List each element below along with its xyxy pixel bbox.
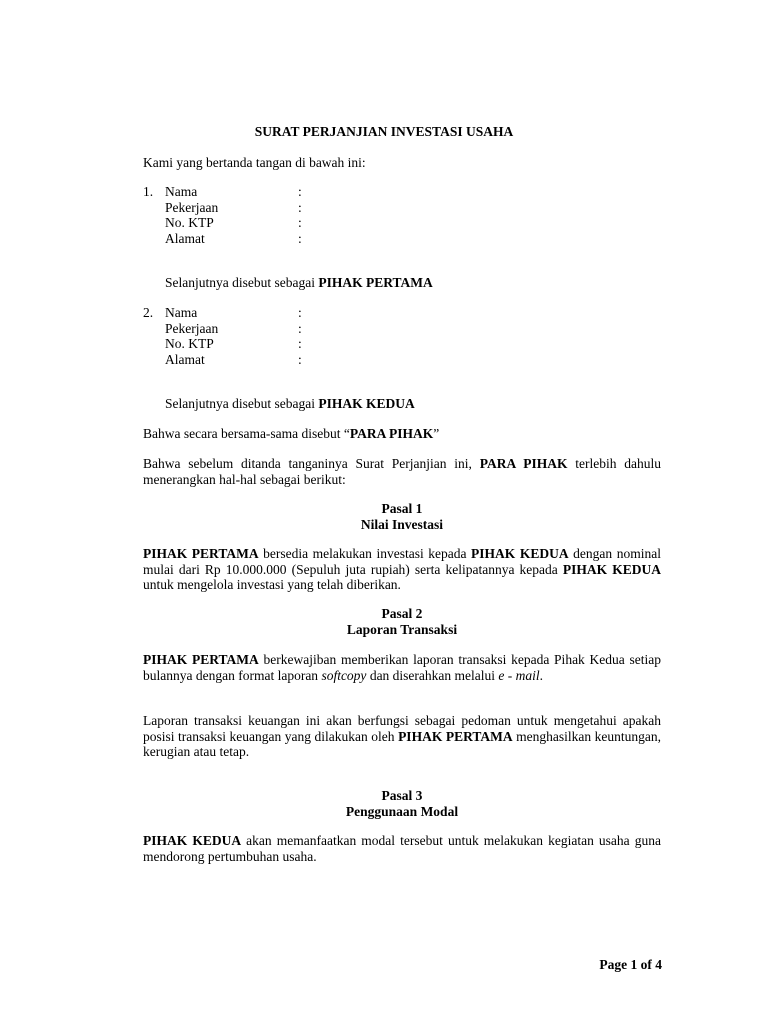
page-footer [599, 957, 662, 973]
pasal-1-paragraph [143, 546, 661, 593]
party-1-address-row [165, 231, 465, 247]
pasal-1-subheading: Nilai Investasi [360, 516, 444, 532]
page-total: 4 [655, 957, 662, 972]
designation-role: PIHAK PERTAMA [318, 275, 433, 290]
text: dengan nominal mulai dari Rp 10.000.000 (Sepuluh juta rupiah) serta kelipatannya kepada [143, 546, 661, 577]
italic-text: softcopy [321, 667, 367, 683]
text: berkewajiban memberikan laporan transaksi kepada Pihak Kedua setiap bulannya dengan format laporan [143, 652, 661, 683]
pasal-3-paragraph [143, 833, 661, 864]
preamble-paragraph [143, 456, 661, 487]
party-2-ktp-row [165, 336, 465, 352]
together-suffix: ” [433, 426, 440, 441]
pasal-1-heading: Pasal 1 [381, 501, 423, 516]
designation-text: Selanjutnya disebut sebagai [165, 275, 319, 290]
field-separator: : [298, 351, 302, 367]
pasal-2-paragraph-2 [143, 713, 661, 760]
field-label: Alamat [165, 351, 205, 367]
text: bersedia melakukan investasi kepada [258, 546, 472, 561]
designation-role: PIHAK KEDUA [318, 396, 415, 411]
text: untuk mengelola investasi yang telah diberikan. [143, 577, 401, 592]
field-label: No. KTP [165, 336, 214, 351]
term: PIHAK PERTAMA [398, 728, 513, 744]
field-separator: : [298, 320, 302, 336]
together-prefix: Bahwa secara bersama-sama disebut “ [143, 426, 350, 441]
opening-statement: Kami yang bertanda tangan di bawah ini: [143, 155, 366, 170]
footer-mid: of [637, 957, 656, 972]
party-2-designation [165, 396, 415, 412]
field-separator: : [298, 230, 302, 246]
term: PIHAK KEDUA [143, 833, 242, 848]
page-number: 1 [630, 957, 638, 972]
term: PIHAK PERTAMA [143, 546, 259, 561]
term: PIHAK KEDUA [471, 546, 569, 561]
pasal-2-paragraph-1 [143, 652, 661, 683]
together-statement [143, 426, 661, 442]
preamble-prefix: Bahwa sebelum ditanda tanganinya Surat Perjanjian ini, [143, 456, 480, 471]
party-1-ktp-row [165, 215, 465, 231]
party-number: 1. [143, 184, 154, 199]
field-label: Nama [165, 305, 198, 320]
text: menghasilkan keuntungan, kerugian atau tetap. [143, 728, 661, 759]
party-1-job-row [165, 200, 465, 216]
document-title: SURAT PERJANJIAN INVESTASI USAHA [254, 124, 514, 139]
party-1-designation [165, 275, 433, 291]
party-2-address-row [165, 352, 465, 368]
pasal-3-heading: Pasal 3 [381, 788, 423, 803]
pasal-2-subheading: Laporan Transaksi [346, 621, 458, 637]
text: . [539, 667, 544, 683]
preamble-term: PARA PIHAK [479, 456, 568, 471]
field-separator: : [298, 199, 302, 215]
text: Laporan transaksi keuangan ini akan berfungsi sebagai pedoman untuk mengetahui apakah posisi transaksi keuangan yang dilakukan oleh [143, 713, 661, 744]
italic-text: e - mail [498, 667, 540, 683]
party-1-name-row [165, 184, 465, 200]
together-term: PARA PIHAK [349, 426, 434, 441]
field-label: Pekerjaan [165, 199, 219, 215]
field-label: Pekerjaan [165, 320, 219, 336]
field-label: No. KTP [165, 215, 214, 230]
preamble-suffix: terlebih dahulu menerangkan hal-hal sebagai berikut: [143, 456, 662, 487]
field-separator: : [298, 305, 302, 320]
party-2-job-row [165, 321, 465, 337]
party-2-name-row [165, 305, 465, 321]
pasal-2-heading: Pasal 2 [381, 606, 423, 621]
text: akan memanfaatkan modal tersebut untuk melakukan kegiatan usaha guna mendorong pertumbuhan usaha. [143, 833, 661, 864]
text: dan diserahkan melalui [366, 667, 499, 683]
term: PIHAK PERTAMA [143, 652, 259, 667]
field-label: Nama [165, 184, 198, 199]
designation-text: Selanjutnya disebut sebagai [165, 396, 319, 411]
footer-prefix: Page [599, 957, 631, 972]
term: PIHAK KEDUA [562, 561, 661, 577]
field-label: Alamat [165, 230, 205, 246]
field-separator: : [298, 336, 302, 351]
field-separator: : [298, 184, 302, 199]
party-number: 2. [143, 305, 154, 320]
field-separator: : [298, 215, 302, 230]
pasal-3-subheading: Penggunaan Modal [345, 803, 459, 819]
